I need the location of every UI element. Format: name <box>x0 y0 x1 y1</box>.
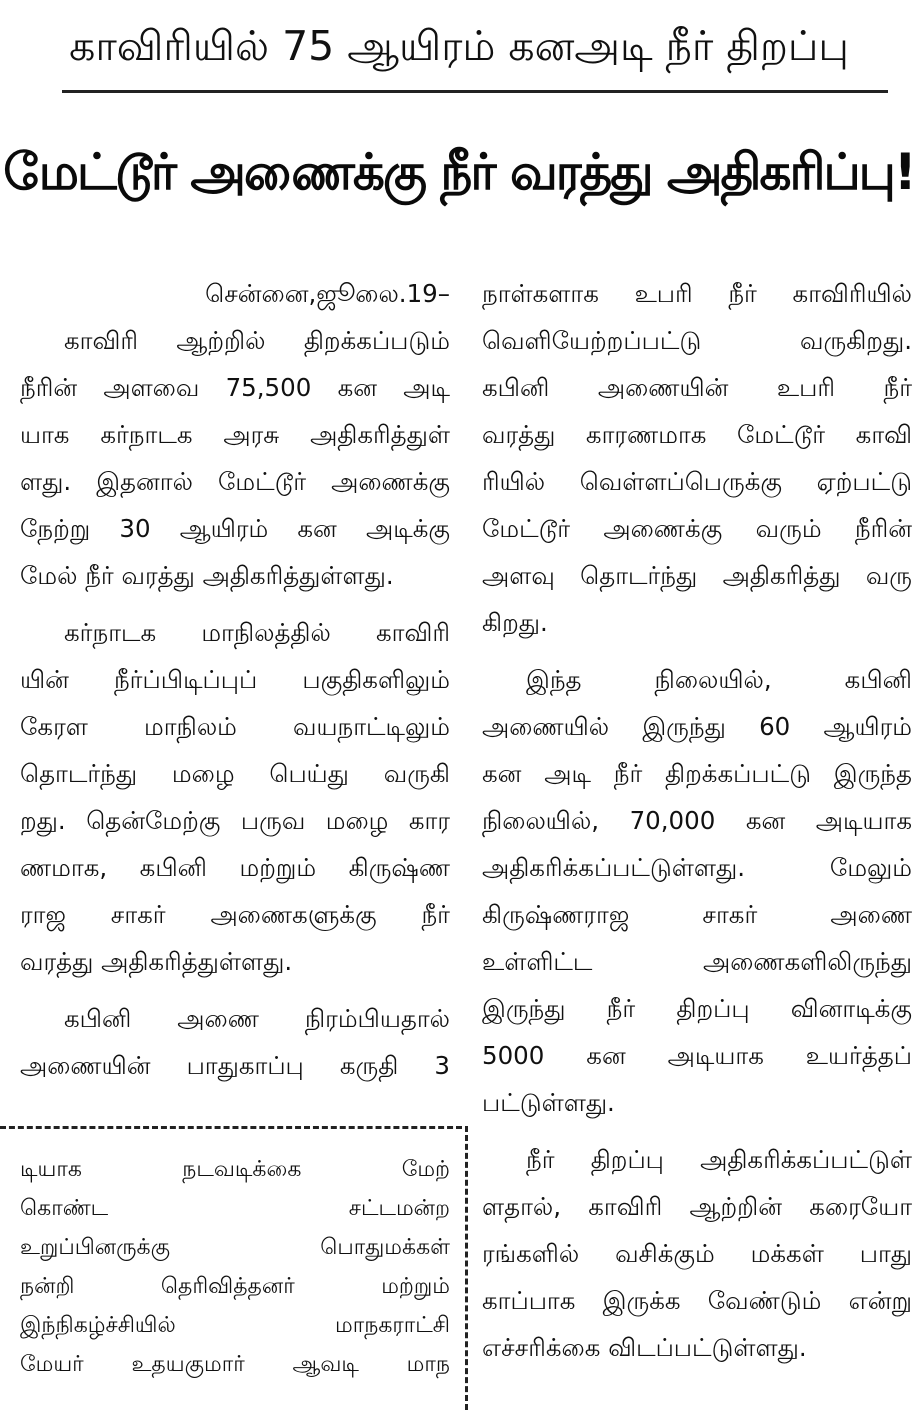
text-line: வரத்து அதிகரித்துள்ளது. <box>20 947 293 976</box>
text-line: அணையில் இருந்து 60 ஆயிரம் <box>482 712 912 741</box>
text-line: நாள்களாக உபரி நீர் காவிரியில் <box>482 279 912 308</box>
clipping-border-vertical <box>465 1126 468 1410</box>
text-line: நீர் திறப்பு அதிகரிக்கப்பட்டுள் <box>526 1145 912 1174</box>
text-line: மேல் நீர் வரத்து அதிகரித்துள்ளது. <box>20 561 394 590</box>
article-column-right <box>482 270 912 1371</box>
text-line: வெளியேற்றப்பட்டு வருகிறது. <box>482 326 912 355</box>
text-line: பட்டுள்ளது. <box>482 1088 615 1117</box>
clipping-border-horizontal <box>0 1126 462 1129</box>
text-line: டியாக நடவடிக்கை மேற் <box>20 1157 450 1182</box>
text-line: ரங்களில் வசிக்கும் மக்கள் பாது <box>482 1239 912 1268</box>
text-line: ணமாக, கபினி மற்றும் கிருஷ்ண <box>20 853 450 882</box>
text-line: காப்பாக இருக்க வேண்டும் என்று <box>482 1286 912 1315</box>
text-line: ளது. இதனால் மேட்டூர் அணைக்கு <box>20 467 450 496</box>
text-line: அணையின் பாதுகாப்பு கருதி 3 <box>20 1051 450 1080</box>
text-line: காவிரி ஆற்றில் திறக்கப்படும் <box>64 326 450 355</box>
article-column-left <box>20 270 450 1089</box>
text-line: கேரள மாநிலம் வயநாட்டிலும் <box>20 712 450 741</box>
text-line: தொடர்ந்து மழை பெய்து வருகி <box>20 759 450 788</box>
text-line: நிலையில், 70,000 கன அடியாக <box>482 806 912 835</box>
text-line: நேற்று 30 ஆயிரம் கன அடிக்கு <box>20 514 450 543</box>
text-line: உள்ளிட்ட அணைகளிலிருந்து <box>482 947 912 976</box>
text-line: உறுப்பினருக்கு பொதுமக்கள் <box>20 1235 450 1260</box>
text-line: நீரின் அளவை 75,500 கன அடி <box>20 373 450 402</box>
text-line: றது. தென்மேற்கு பருவ மழை கார <box>20 806 450 835</box>
text-line: இந்த நிலையில், கபினி <box>526 665 912 694</box>
text-line: கபினி அணை நிரம்பியதால் <box>64 1004 450 1033</box>
text-line: யின் நீர்ப்பிடிப்புப் பகுதிகளிலும் <box>20 665 450 694</box>
text-line: கர்நாடக மாநிலத்தில் காவிரி <box>64 618 450 647</box>
text-line: அதிகரிக்கப்பட்டுள்ளது. மேலும் <box>482 853 912 882</box>
text-line: ரியில் வெள்ளப்பெருக்கு ஏற்பட்டு <box>482 467 912 496</box>
text-line: யாக கர்நாடக அரசு அதிகரித்துள் <box>20 420 450 449</box>
text-line: ளதால், காவிரி ஆற்றின் கரையோ <box>482 1192 912 1221</box>
text-line: கிருஷ்ணராஜ சாகர் அணை <box>482 900 912 929</box>
text-line: 5000 கன அடியாக உயர்த்தப் <box>482 1041 912 1070</box>
text-line: வரத்து காரணமாக மேட்டூர் காவி <box>482 420 912 449</box>
dateline: சென்னை,ஜூலை.19– <box>205 279 450 308</box>
headline-divider <box>62 90 888 93</box>
text-line: கிறது. <box>482 608 548 637</box>
text-line: மேட்டூர் அணைக்கு வரும் நீரின் <box>482 514 912 543</box>
text-line: கொண்ட சட்டமன்ற <box>20 1196 450 1221</box>
text-line: கன அடி நீர் திறக்கப்பட்டு இருந்த <box>482 759 912 788</box>
text-line: இருந்து நீர் திறப்பு வினாடிக்கு <box>482 994 912 1023</box>
text-line: இந்நிகழ்ச்சியில் மாநகராட்சி <box>20 1313 450 1338</box>
adjacent-clipping <box>20 1150 450 1384</box>
text-line: எச்சரிக்கை விடப்பட்டுள்ளது. <box>482 1333 807 1362</box>
subheadline: காவிரியில் 75 ஆயிரம் கனஅடி நீர் திறப்பு <box>69 22 849 70</box>
text-line: ராஜ சாகர் அணைகளுக்கு நீர் <box>20 900 450 929</box>
text-line: கபினி அணையின் உபரி நீர் <box>482 373 912 402</box>
text-line: மேயர் உதயகுமார் ஆவடி மாந <box>20 1352 450 1377</box>
text-line: அளவு தொடர்ந்து அதிகரித்து வரு <box>482 561 912 590</box>
headline: மேட்டூர் அணைக்கு நீர் வரத்து அதிகரிப்பு! <box>3 143 915 201</box>
text-line: நன்றி தெரிவித்தனர் மற்றும் <box>20 1274 450 1299</box>
